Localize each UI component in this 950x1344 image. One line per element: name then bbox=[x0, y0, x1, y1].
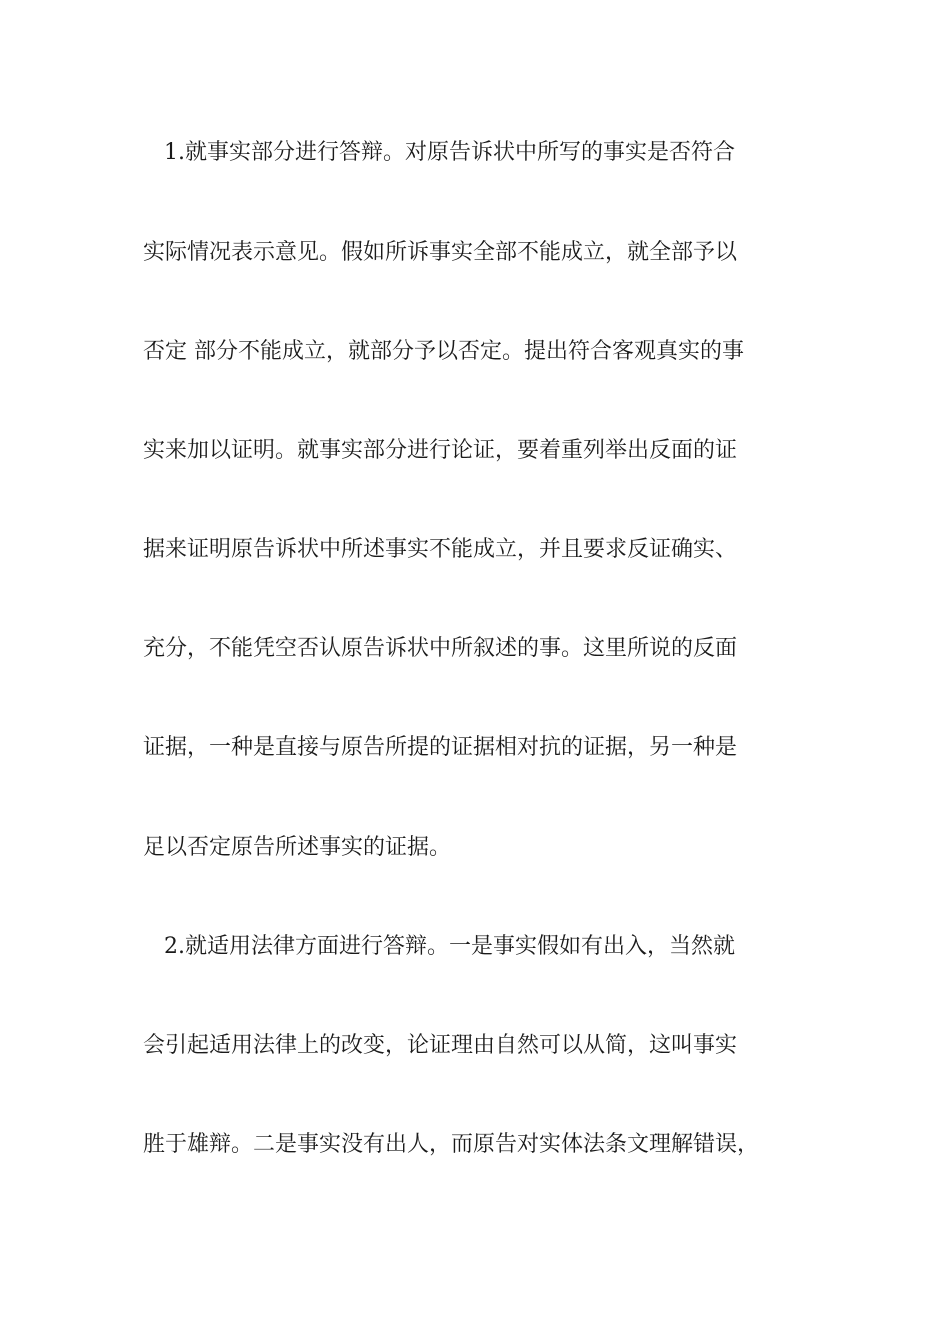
text-line: 否定 部分不能成立，就部分予以否定。提出符合客观真实的事 bbox=[143, 339, 744, 364]
text-line: 证据，一种是直接与原告所提的证据相对抗的证据，另一种是 bbox=[143, 735, 738, 760]
text-line: 1.就事实部分进行答辩。对原告诉状中所写的事实是否符合 bbox=[143, 140, 735, 165]
text-line: 充分，不能凭空否认原告诉状中所叙述的事。这里所说的反面 bbox=[143, 636, 738, 661]
text-line: 实来加以证明。就事实部分进行论证，要着重列举出反面的证 bbox=[143, 438, 738, 463]
text-line: 会引起适用法律上的改变，论证理由自然可以从简，这叫事实 bbox=[143, 1033, 738, 1058]
text-line: 实际情况表示意见。假如所诉事实全部不能成立，就全部予以 bbox=[143, 240, 738, 265]
text-line: 据来证明原告诉状中所述事实不能成立，并且要求反证确实、 bbox=[143, 537, 738, 562]
text-line: 胜于雄辩。二是事实没有出人，而原告对实体法条文理解错误， bbox=[143, 1132, 760, 1157]
text-line: 足以否定原告所述事实的证据。 bbox=[143, 835, 452, 860]
text-line: 2.就适用法律方面进行答辩。一是事实假如有出入，当然就 bbox=[143, 934, 735, 959]
